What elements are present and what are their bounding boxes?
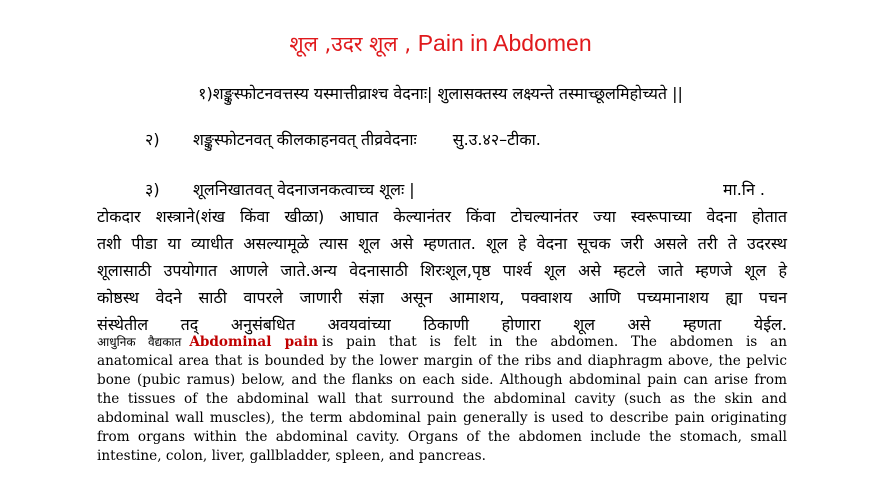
marathi-line: टोकदार शस्त्राने(शंख किंवा खीळा) आघात केल्यानंतर किंवा टोचल्यानंतर ज्या स्वरूपाच्या वेदना होतात [97,207,787,226]
verse-2-source: सु.उ.४२–टीका. [452,130,541,149]
marathi-line: कोष्ठस्थ वेदने साठी वापरले जाणारी संज्ञा असून आमाशय, पक्वाशय आणि पच्यमानाशय ह्या पचन [97,288,787,307]
abdominal-pain-term: Abdominal pain [189,334,318,350]
marathi-line: संस्थेतील तद् अनुसंबधित अवयवांच्या ठिकाणी होणारा शूल असे म्हणता येईल. [97,315,787,334]
english-line: from organs within the abdominal cavity. Organs of the abdomen include the stomach, small [97,429,787,445]
title-marathi: शूल ,उदर शूल , [289,32,412,56]
english-line: anatomical area that is bounded by the lower margin of the ribs and diaphragm above, the pelvic [97,353,787,369]
marathi-paragraph [97,203,787,338]
verse-2-text: शङ्कुस्फोटनवत् कीलकाहनवत् तीव्रवेदनाः [193,130,417,149]
english-line: intestine, colon, liver, gallbladder, spleen, and pancreas. [97,448,486,464]
verse-3 [145,178,795,200]
verse-3-text: शूलनिखातवत् वेदनाजनकत्वाच्च शूलः | [193,180,415,199]
english-paragraph [97,333,787,466]
english-line: the tissues of the abdominal wall that surround the abdominal cavity (such as the skin and [97,391,787,407]
marathi-line: तशी पीडा या व्याधीत असल्यामूळे त्यास शूल असे म्हणतात. शूल हे वेदना सूचक जरी असले तरी ते उदरस्थ [97,234,787,253]
english-first-rest: is pain that is felt in the abdomen. The abdomen is an [322,334,787,350]
verse-2 [145,128,541,150]
english-line: abdominal wall muscles), the term abdominal pain generally is used to describe pain originating [97,410,787,426]
modern-medicine-lead: आधुनिक वैद्यकात [97,335,182,349]
marathi-line: शूलासाठी उपयोगात आणले जाते.अन्य वेदनासाठी शिरःशूल,पृष्ठ पार्श्व शूल असे म्हटले जाते म्हणजे शूल हे [97,261,787,280]
english-line: bone (pubic ramus) below, and the flanks on each side. Although abdominal pain can arise from [97,372,787,388]
page-title [0,30,881,58]
verse-3-number: ३) [145,180,160,199]
english-first-line [97,333,787,352]
verse-1: १)शङ्कुस्फोटनवत्तस्य यस्मात्तीव्राश्च वेदनाः| शुलासक्तस्य लक्ष्यन्ते तस्माच्छूलमिहोच्यते || [198,84,683,103]
verse-2-number: २) [145,130,160,149]
title-english: Pain in Abdomen [417,30,592,56]
verse-3-source: मा.नि . [723,180,765,199]
